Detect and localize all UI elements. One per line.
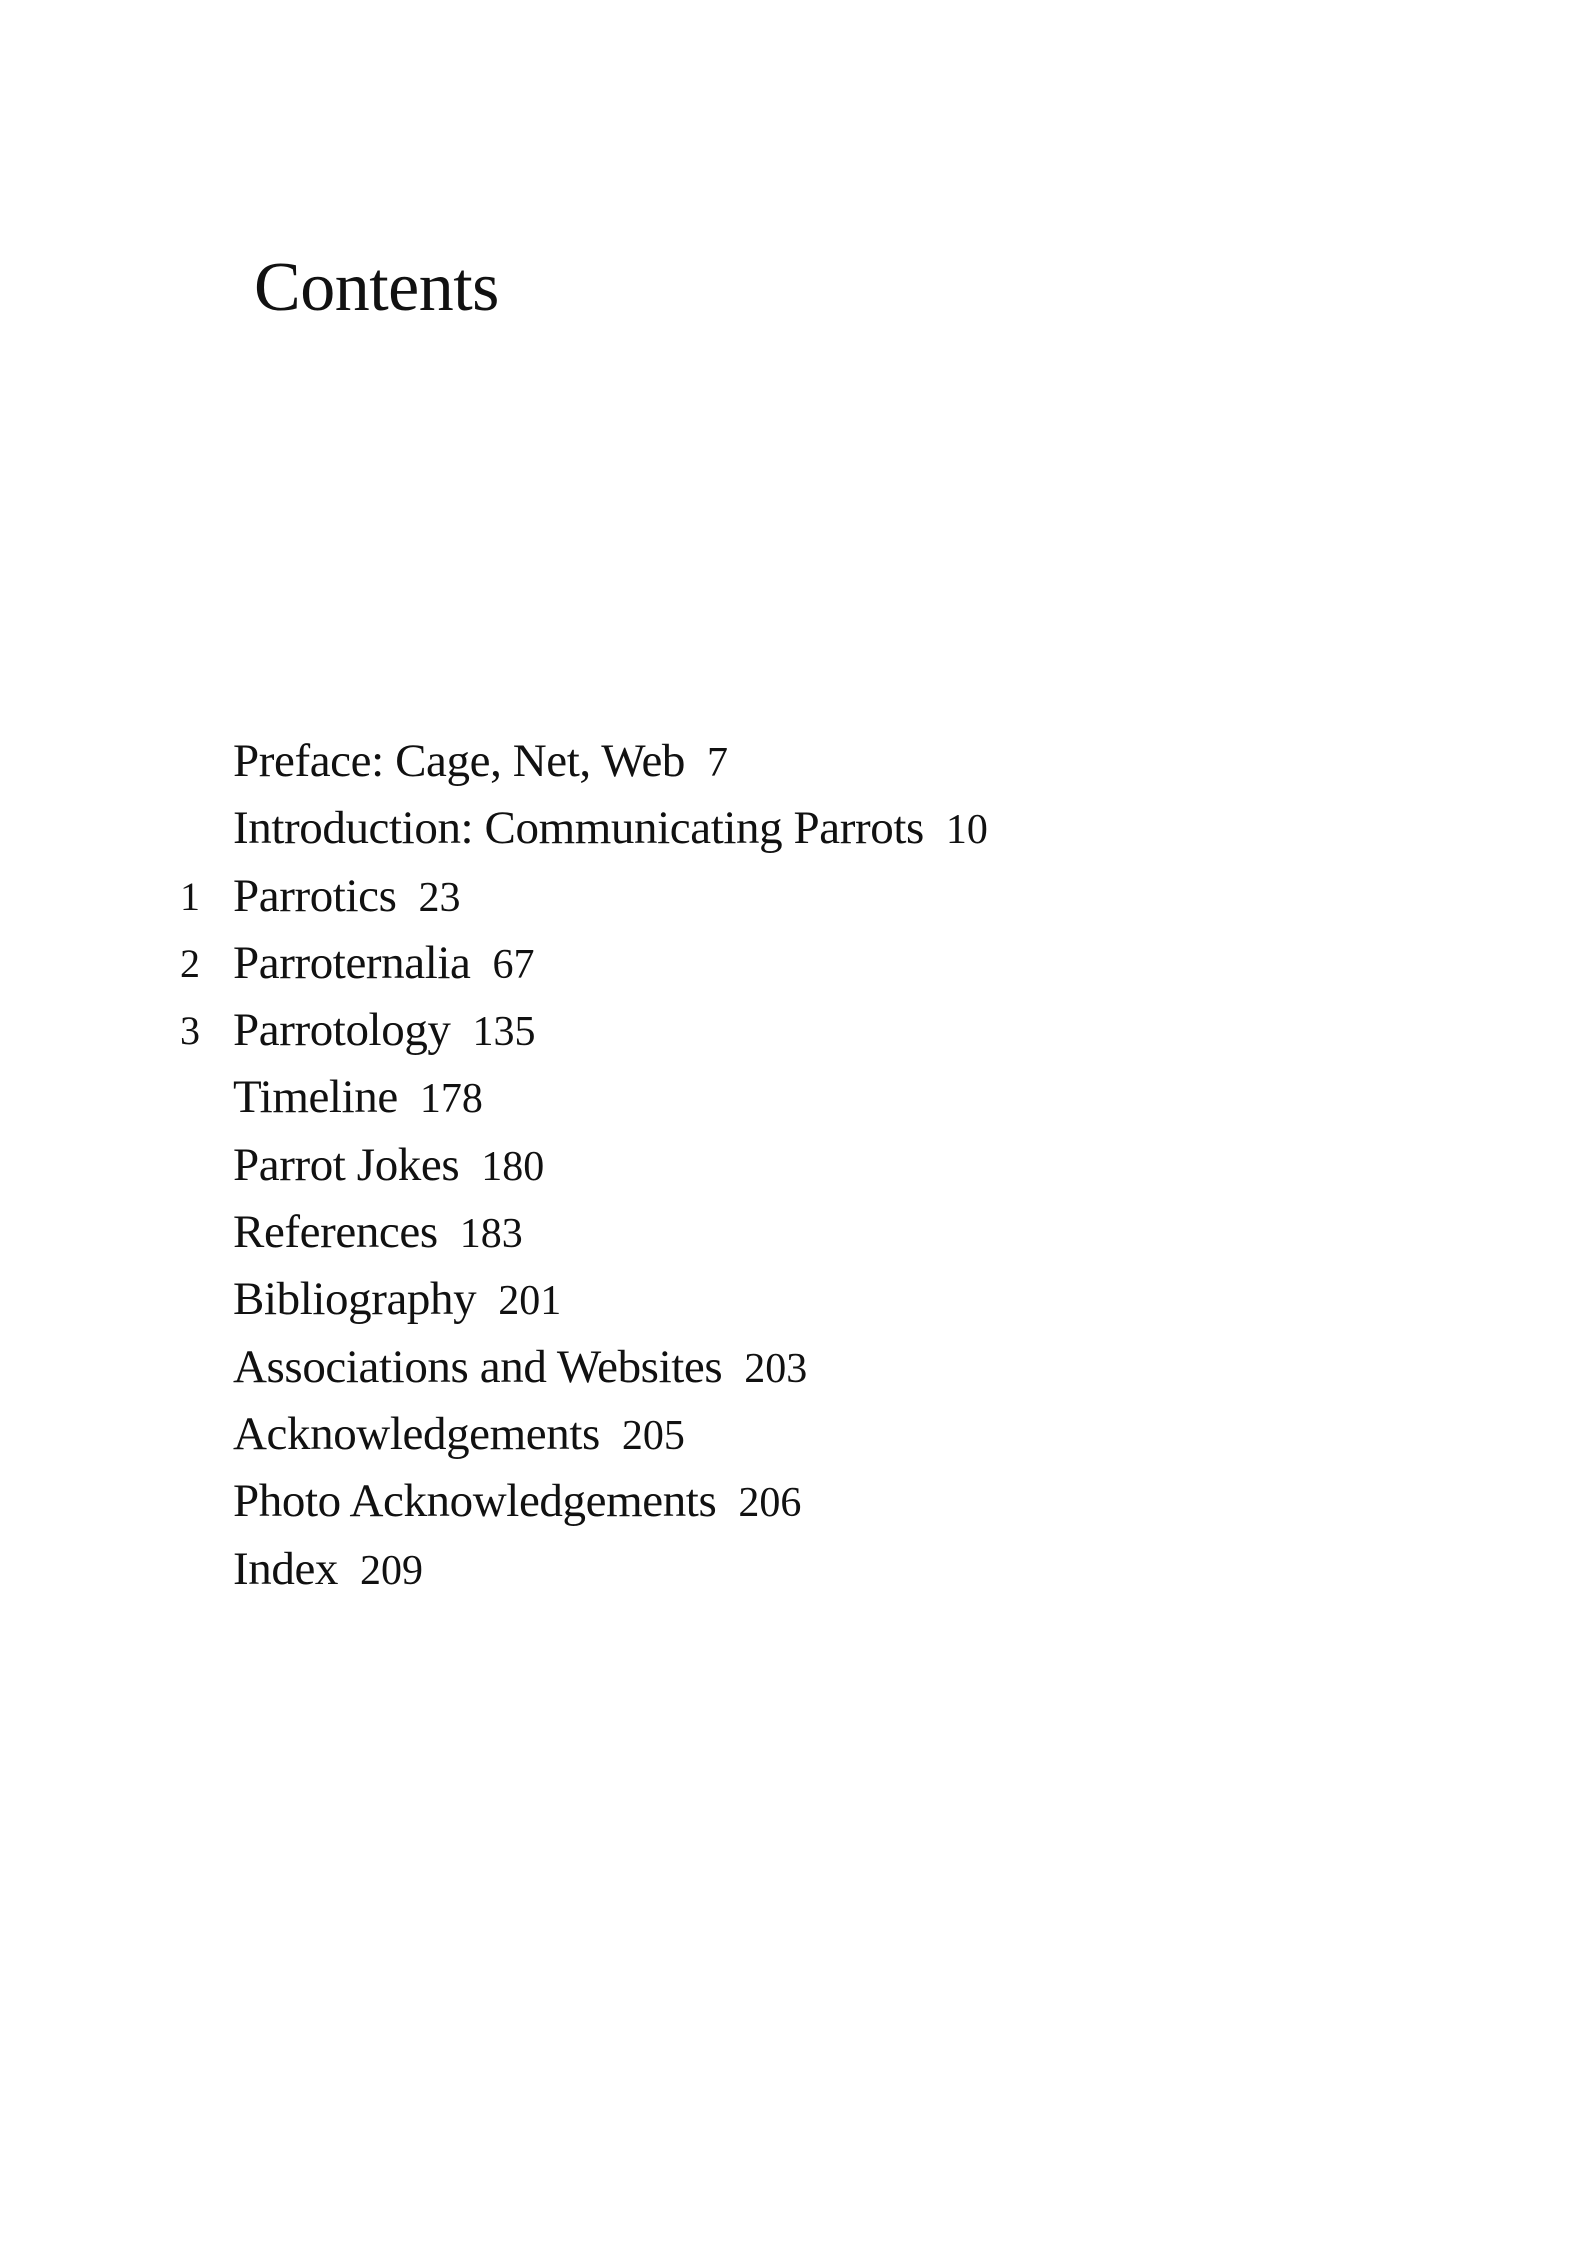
toc-entry-title: Bibliography — [233, 1273, 477, 1326]
chapter-number: 2 — [180, 940, 200, 986]
toc-entry-associations[interactable] — [0, 1334, 1594, 1401]
toc-page-number: 206 — [738, 1480, 802, 1527]
toc-entry-label — [233, 1064, 483, 1133]
toc-page-number: 201 — [498, 1278, 562, 1325]
toc-entry-title: Timeline — [233, 1071, 398, 1124]
toc-entry-parrot-jokes[interactable] — [0, 1132, 1594, 1199]
toc-entry-title: Introduction: Communicating Parrots — [233, 802, 924, 855]
toc-entry-label — [233, 1132, 544, 1201]
toc-entry-introduction[interactable] — [0, 795, 1594, 862]
page-title: Contents — [254, 249, 499, 326]
toc-entry-label — [233, 863, 460, 932]
toc-page-number: 205 — [621, 1412, 685, 1459]
toc-entry-timeline[interactable] — [0, 1064, 1594, 1131]
chapter-number: 1 — [180, 873, 200, 919]
toc-entry-label — [233, 1468, 801, 1537]
toc-entry-parroternalia[interactable] — [0, 930, 1594, 997]
toc-entry-title: References — [233, 1206, 438, 1259]
toc-page-number: 183 — [459, 1211, 523, 1258]
toc-entry-label — [233, 1334, 807, 1403]
toc-entry-label — [233, 930, 535, 999]
toc-entry-label — [233, 795, 988, 864]
toc-entry-bibliography[interactable] — [0, 1266, 1594, 1333]
toc-entry-preface[interactable] — [0, 728, 1594, 795]
toc-entry-title: Associations and Websites — [233, 1340, 723, 1393]
toc-page-number: 10 — [945, 807, 988, 854]
toc-page-number: 203 — [744, 1345, 808, 1392]
toc-entry-parrotology[interactable] — [0, 997, 1594, 1064]
toc-entry-photo-acknowledgements[interactable] — [0, 1468, 1594, 1535]
toc-entry-label — [233, 1266, 561, 1335]
toc-entry-label — [233, 1199, 523, 1268]
toc-entry-title: Parrot Jokes — [233, 1138, 460, 1191]
toc-entry-label — [233, 728, 728, 797]
chapter-number: 3 — [180, 1008, 200, 1054]
toc-entry-title: Parrotics — [233, 869, 397, 922]
toc-entry-label — [233, 997, 536, 1066]
toc-page-number: 178 — [419, 1076, 483, 1123]
toc-entry-title: Index — [233, 1542, 339, 1595]
table-of-contents — [0, 728, 1594, 1603]
toc-page-number: 7 — [707, 740, 729, 786]
toc-entry-references[interactable] — [0, 1199, 1594, 1266]
toc-entry-acknowledgements[interactable] — [0, 1401, 1594, 1468]
toc-page-number: 23 — [418, 874, 461, 921]
toc-entry-title: Acknowledgements — [233, 1407, 600, 1460]
toc-entry-title: Photo Acknowledgements — [233, 1475, 717, 1528]
toc-page-number: 209 — [360, 1547, 424, 1594]
toc-page-number: 135 — [472, 1009, 536, 1056]
toc-entry-label — [233, 1401, 685, 1470]
toc-page-number: 67 — [492, 941, 535, 988]
toc-page-number: 180 — [481, 1143, 545, 1190]
toc-entry-index[interactable] — [0, 1536, 1594, 1603]
toc-entry-title: Parroternalia — [233, 936, 471, 989]
toc-entry-label — [233, 1536, 423, 1605]
toc-entry-title: Parrotology — [233, 1004, 451, 1057]
toc-entry-title: Preface: Cage, Net, Web — [233, 735, 686, 787]
toc-entry-parrotics[interactable] — [0, 863, 1594, 930]
